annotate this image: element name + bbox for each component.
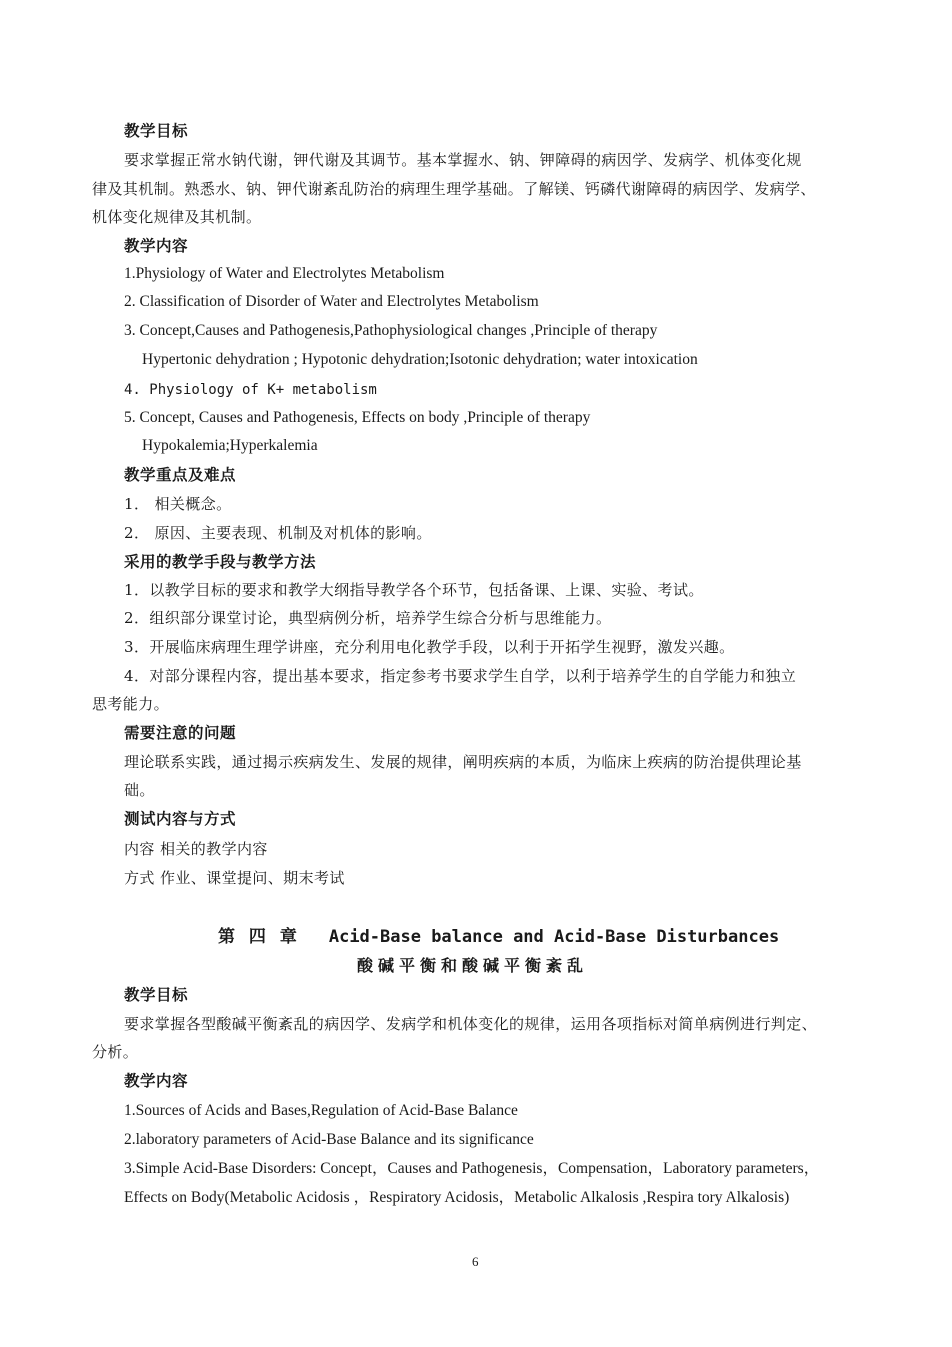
method-line: 4．对部分课程内容，提出基本要求，指定参考书要求学生自学，以利于培养学生的自学能力和独立 [124, 667, 797, 685]
content-line: 1.Sources of Acids and Bases,Regulation of Acid-Base Balance [124, 1102, 518, 1119]
goal-line: 分析。 [92, 1043, 139, 1061]
goal-line: 要求掌握正常水钠代谢，钾代谢及其调节。基本掌握水、钠、钾障碍的病因学、发病学、机体变化规 [124, 151, 802, 169]
content-line: 4. Physiology of K+ metabolism [124, 382, 377, 398]
content-line: 3. Concept,Causes and Pathogenesis,Pathophysiological changes ,Principle of therapy [124, 322, 658, 339]
heading-teaching-goal: 教学目标 [124, 986, 189, 1004]
key-line: 2． 原因、主要表现、机制及对机体的影响。 [124, 524, 432, 542]
heading-teaching-goal: 教学目标 [124, 122, 189, 140]
page-number: 6 [472, 1254, 479, 1269]
content-line: Effects on Body(Metabolic Acidosis ，Respiratory Acidosis，Metabolic Alkalosis ,Respira tory Alkalosis) [124, 1189, 790, 1206]
heading-teaching-content: 教学内容 [124, 1072, 189, 1090]
content-line: 2. Classification of Disorder of Water and Electrolytes Metabolism [124, 293, 539, 310]
heading-key-points: 教学重点及难点 [124, 466, 237, 484]
test-line: 方式 作业、课堂提问、期末考试 [124, 869, 345, 887]
content-line: 1.Physiology of Water and Electrolytes Metabolism [124, 265, 445, 282]
method-line: 思考能力。 [92, 695, 170, 713]
goal-line: 要求掌握各型酸碱平衡紊乱的病因学、发病学和机体变化的规律，运用各项指标对简单病例进行判定、 [124, 1015, 818, 1033]
goal-line: 律及其机制。熟悉水、钠、钾代谢紊乱防治的病理生理学基础。了解镁、钙磷代谢障碍的病因学、发病学、 [92, 180, 816, 198]
heading-teaching-method: 采用的教学手段与教学方法 [124, 553, 317, 571]
heading-test: 测试内容与方式 [124, 810, 237, 828]
content-line: Hypertonic dehydration ; Hypotonic dehydration;Isotonic dehydration; water intoxication [142, 351, 698, 368]
heading-notes: 需要注意的问题 [124, 724, 237, 742]
goal-line: 机体变化规律及其机制。 [92, 208, 262, 226]
content-line: 2.laboratory parameters of Acid-Base Balance and its significance [124, 1131, 534, 1148]
method-line: 1．以教学目标的要求和教学大纲指导教学各个环节，包括备课、上课、实验、考试。 [124, 581, 704, 599]
note-line: 理论联系实践，通过揭示疾病发生、发展的规律，阐明疾病的本质，为临床上疾病的防治提供理论基 [124, 753, 802, 771]
chapter-label: 第 四 章 [218, 927, 301, 947]
content-line: Hypokalemia;Hyperkalemia [142, 437, 318, 454]
chapter-subtitle: 酸碱平衡和酸碱平衡紊乱 [357, 956, 589, 975]
test-line: 内容 相关的教学内容 [124, 840, 268, 858]
chapter-title-en: Acid-Base balance and Acid-Base Disturbances [328, 927, 780, 947]
content-line: 5. Concept, Causes and Pathogenesis, Effects on body ,Principle of therapy [124, 409, 591, 426]
chapter-title [218, 927, 779, 947]
method-line: 2．组织部分课堂讨论，典型病例分析，培养学生综合分析与思维能力。 [124, 609, 612, 627]
content-line: 3.Simple Acid-Base Disorders: Concept，Causes and Pathogenesis，Compensation，Laboratory parameters， [124, 1160, 820, 1177]
method-line: 3．开展临床病理生理学讲座，充分利用电化教学手段，以利于开拓学生视野，激发兴趣。 [124, 638, 735, 656]
heading-teaching-content: 教学内容 [124, 237, 189, 255]
note-line: 础。 [124, 781, 155, 799]
key-line: 1． 相关概念。 [124, 495, 232, 513]
